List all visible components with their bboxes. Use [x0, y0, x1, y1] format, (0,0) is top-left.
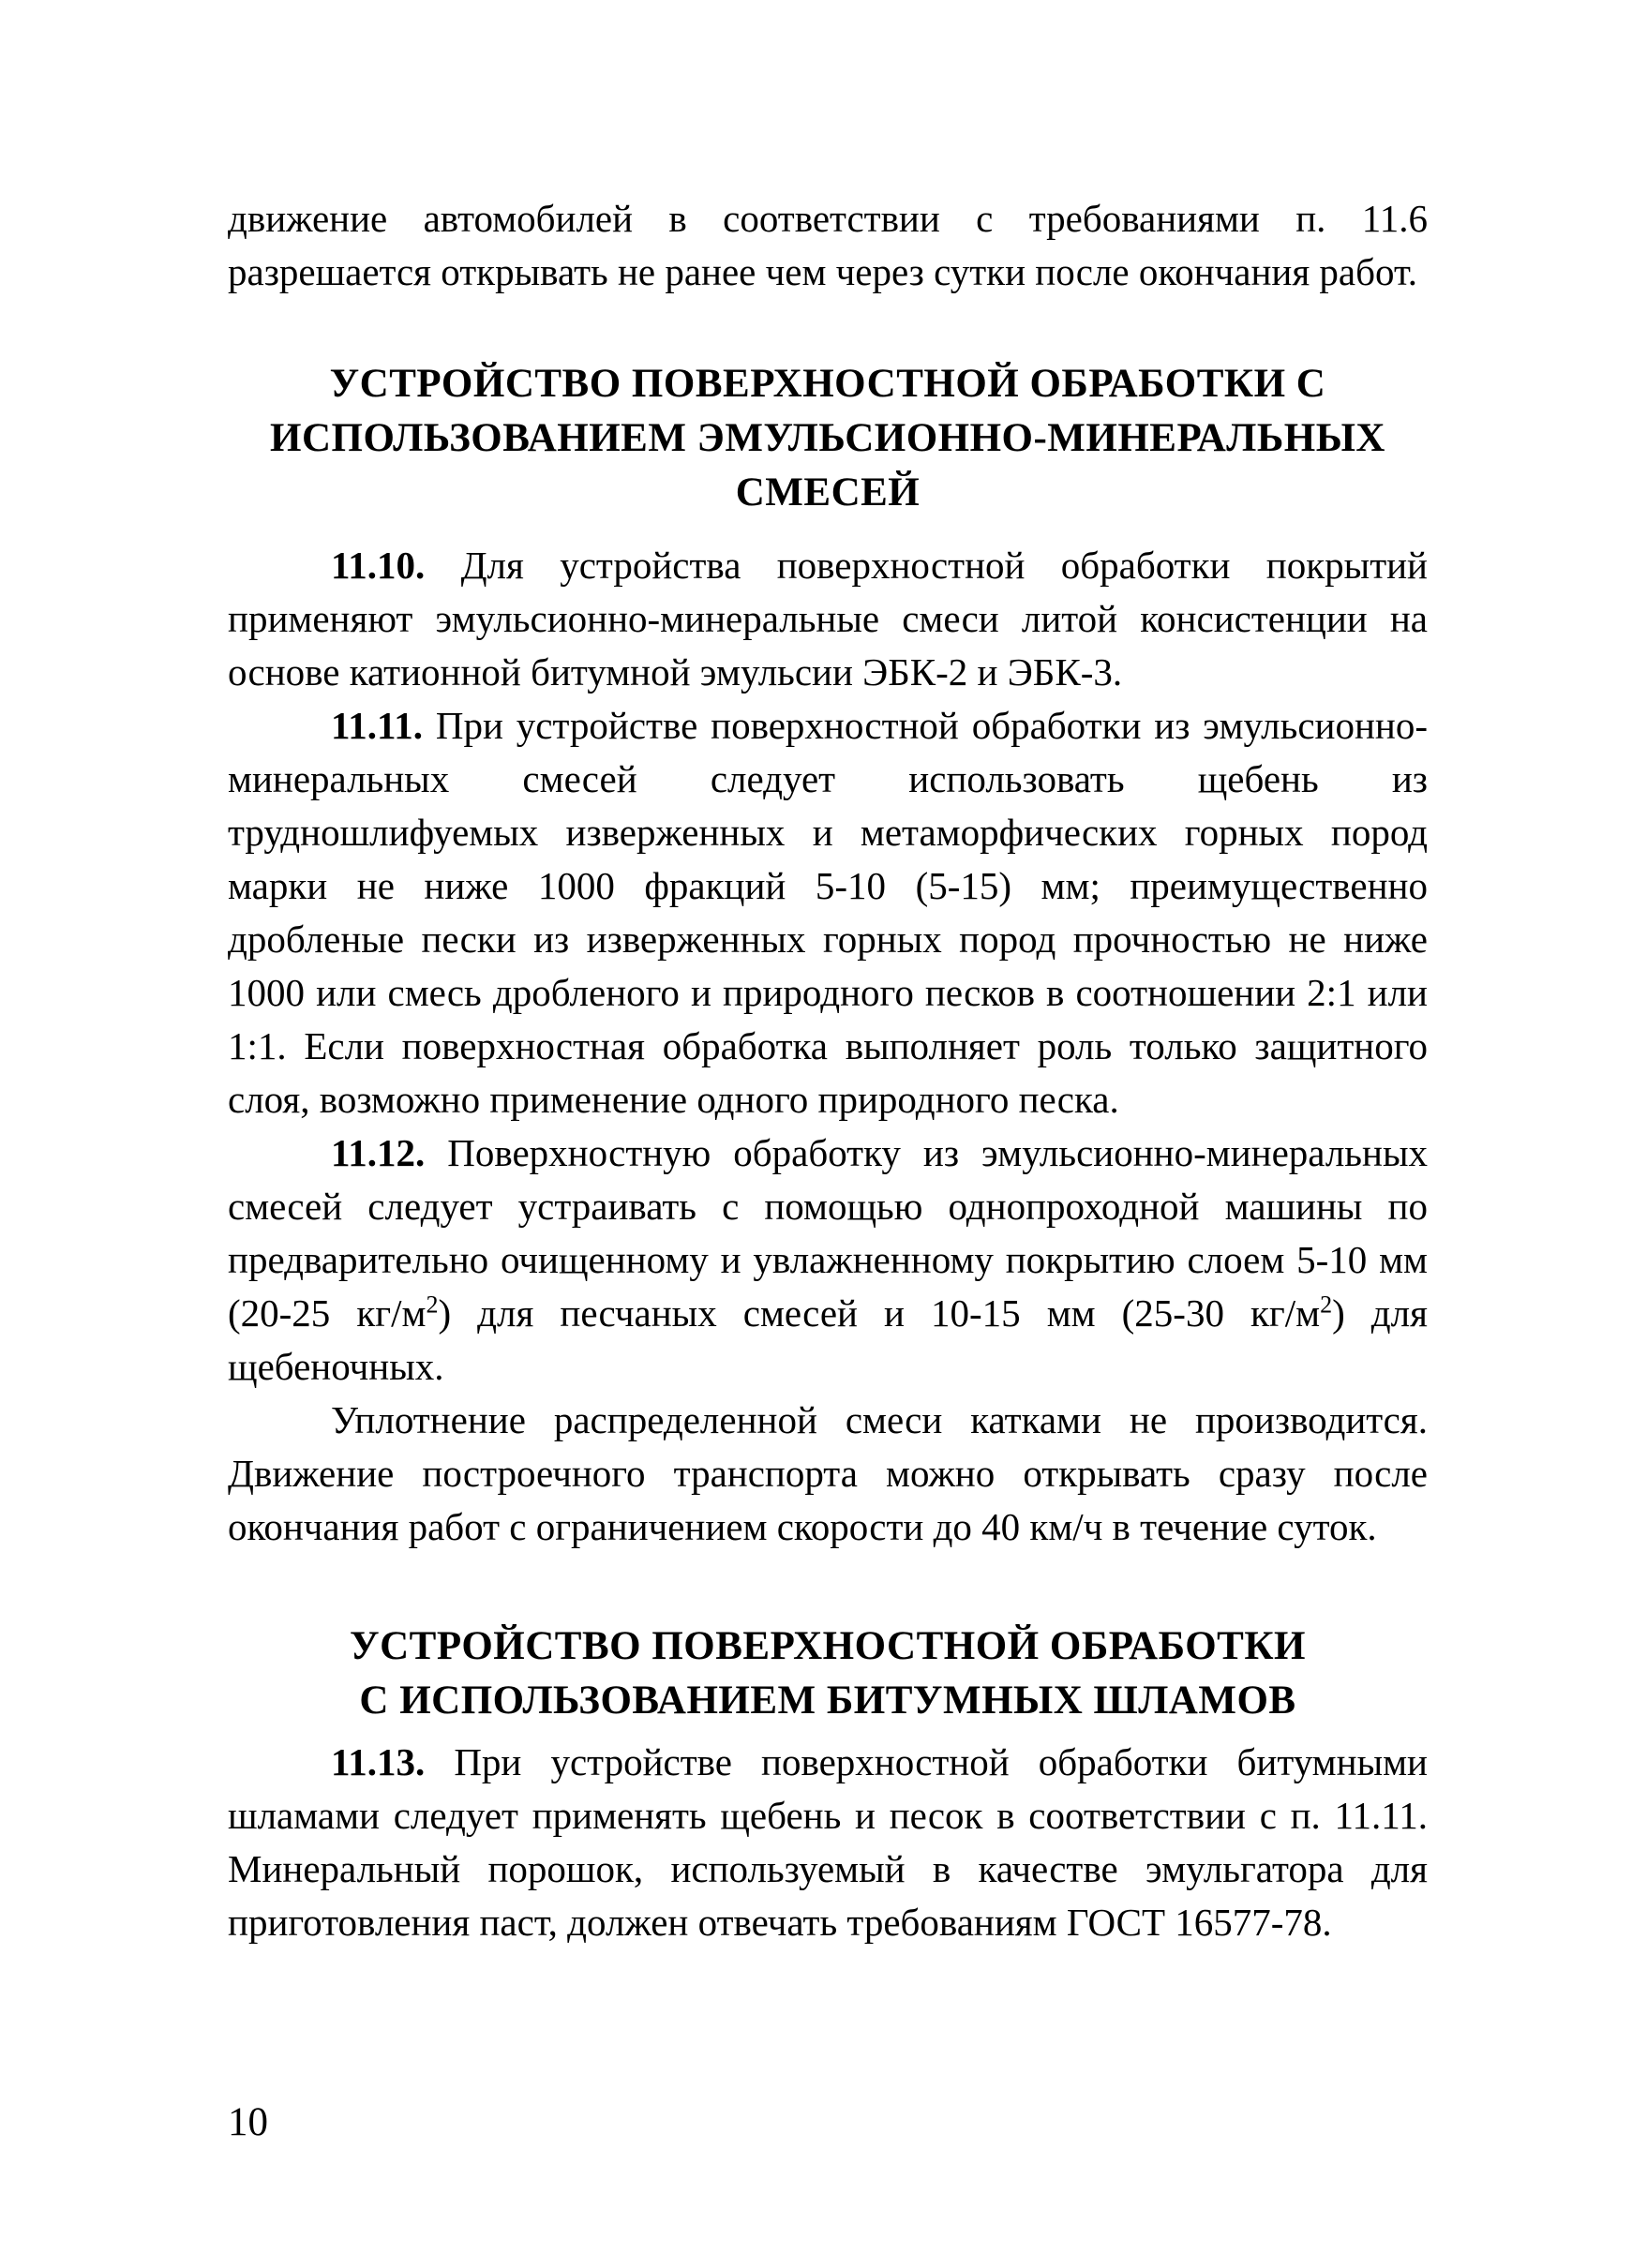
paragraph-compaction: Уплотнение распределенной смеси катками не производится. Движение построечного транспорта можно открывать сразу после окончания работ с ограничением скорости до 40 км/ч в течение суток.	[228, 1398, 1428, 1548]
clause-text: При устройстве поверхностной обработки из эмульсионно-минеральных смесей следует использовать щебень из трудношлифуемых изверженных и метаморфических горных пород марки не ниже 1000 фракций 5-10 (5-15) мм; преимущественно дробленые пески из изверженных горных пород прочностью не ниже 1000 или смесь дробленого и природного песков в соотношении 2:1 или 1:1. Если поверхностная обработка выполняет роль только защитного слоя, возможно применение одного природного песка.	[228, 704, 1428, 1121]
superscript: 2	[426, 1291, 439, 1319]
clause-text: ) для щебеночных.	[228, 1291, 1428, 1388]
paragraph-11-10	[228, 539, 1428, 699]
heading-line: УСТРОЙСТВО ПОВЕРХНОСТНОЙ ОБРАБОТКИ	[350, 1624, 1306, 1668]
paragraph-11-13	[228, 1736, 1428, 1949]
heading-line: УСТРОЙСТВО ПОВЕРХНОСТНОЙ ОБРАБОТКИ С	[329, 362, 1326, 406]
heading-line: ИСПОЛЬЗОВАНИЕМ ЭМУЛЬСИОННО-МИНЕРАЛЬНЫХ	[270, 416, 1385, 460]
clause-text: ) для песчаных смесей и 10-15 мм (25-30 кг/м	[438, 1291, 1321, 1335]
clause-number: 11.13.	[331, 1740, 426, 1783]
paragraph-11-11	[228, 699, 1428, 1127]
heading-line: СМЕСЕЙ	[735, 470, 921, 515]
clause-text: Для устройства поверхностной обработки покрытий применяют эмульсионно-минеральные смеси литой консистенции на основе катионной битумной эмульсии ЭБК-2 и ЭБК-3.	[228, 544, 1428, 694]
clause-text: При устройстве поверхностной обработки битумными шламами следует применять щебень и песок в соответствии с п. 11.11. Минеральный порошок, используемый в качестве эмульгатора для приготовления паст, должен отвечать требованиям ГОСТ 16577-78.	[228, 1740, 1428, 1944]
superscript: 2	[1320, 1291, 1333, 1319]
page-number: 10	[228, 2100, 268, 2144]
clause-number: 11.11.	[331, 704, 423, 747]
document-page	[228, 192, 1428, 1949]
heading-line: С ИСПОЛЬЗОВАНИЕМ БИТУМНЫХ ШЛАМОВ	[359, 1679, 1296, 1723]
intro-paragraph: движение автомобилей в соответствии с требованиями п. 11.6 разрешается открывать не ранее чем через сутки после окончания работ.	[228, 197, 1428, 293]
section-heading-emulsion-mineral	[228, 357, 1428, 520]
clause-text: Поверхностную обработку из эмульсионно-минеральных смесей следует устраивать с помощью однопроходной машины по предварительно очищенному и увлажненному покрытию слоем 5-10 мм (20-25 кг/м	[228, 1131, 1428, 1335]
clause-number: 11.12.	[331, 1131, 426, 1174]
clause-number: 11.10.	[331, 544, 426, 587]
section-heading-bitumen-slurry	[228, 1619, 1428, 1728]
paragraph-11-12	[228, 1127, 1428, 1394]
